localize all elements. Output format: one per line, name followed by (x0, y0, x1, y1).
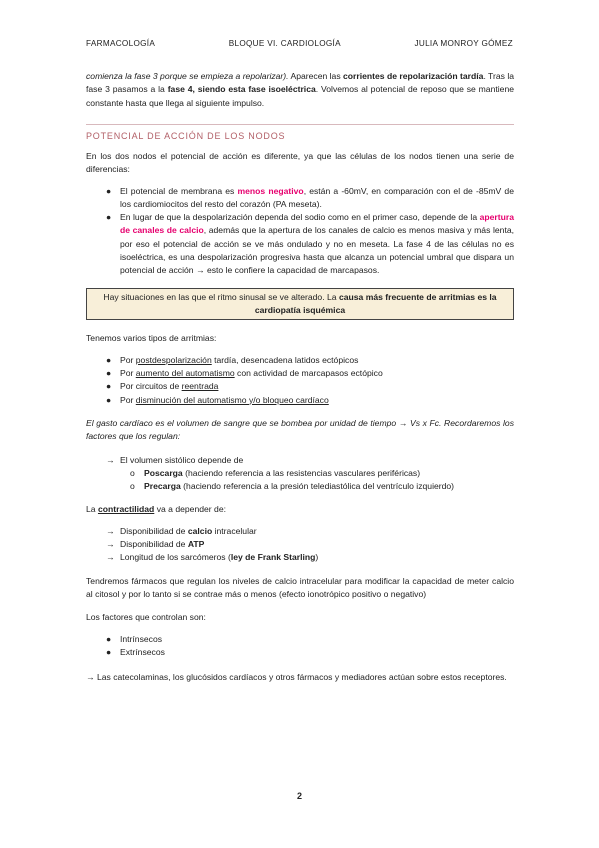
callout-text: Hay situaciones en las que el ritmo sinusal se ve alterado. La (103, 291, 339, 302)
para-text: La (86, 504, 98, 515)
item-text: En lugar de que la despolarización dependa del sodio como en el primer caso, depende de la (120, 212, 480, 223)
list-item (86, 646, 514, 659)
bullet-icon: ● (106, 646, 112, 657)
item-text: Por (120, 394, 136, 405)
bullet-icon: ● (106, 212, 112, 223)
list-item (86, 354, 514, 367)
list-item (86, 211, 514, 278)
intro-text: . Volvemos al potencial de reposo que se mantiene constante hasta que llega al siguiente impulso. (86, 84, 515, 108)
list-item (86, 185, 514, 212)
item-text: Longitud de los sarcómeros ( (120, 552, 231, 563)
contractilidad-list (86, 525, 514, 565)
item-text: (haciendo referencia a las resistencias vasculares periféricas) (182, 467, 421, 478)
arritmias-list (86, 354, 514, 407)
factores-intro: Los factores que controlan son: (86, 612, 206, 623)
item-bold: ley de Frank Starling (230, 552, 316, 563)
volumen-sublist (86, 467, 514, 494)
header-subject: FARMACOLOGÍA (86, 39, 156, 48)
item-bold: calcio (187, 525, 213, 536)
list-item (86, 480, 514, 493)
list-item (86, 367, 514, 380)
highlight-text: apertura de canales de calcio (120, 212, 514, 236)
arrow-icon: → (106, 454, 115, 465)
factores-list (86, 633, 514, 660)
page-header (86, 38, 513, 51)
list-item (86, 394, 514, 407)
item-text: , están a -60mV, en comparación con el de -85mV de los cardiomiocitos del resto del corazón (PA meseta). (120, 185, 514, 209)
bullet-icon: ● (106, 394, 112, 405)
underlined-bold: contractilidad (97, 504, 155, 515)
item-text: Intrínsecos (120, 633, 163, 644)
underlined-text: postdespolarización (135, 354, 212, 365)
circle-icon: o (130, 467, 135, 478)
nodos-intro: En los dos nodos el potencial de acción es diferente, ya que las células de los nodos tienen una serie de diferencias: (86, 150, 514, 175)
item-text: , además que la apertura de los canales de calcio es menos masiva y más lenta, por eso el potencial de acción se ve más ondulado y no en meseta. La fase 4 de las células no es isoeléctrica, es una despolarización progresiva hasta que alcanza un potencial umbral que dispara un potencial de acción → esto le confiere la capacidad de marcapasos. (120, 225, 514, 276)
item-text: (haciendo referencia a la presión telediastólica del ventrículo izquierdo) (180, 481, 455, 492)
intro-text: Aparecen las (288, 71, 344, 81)
contractilidad-paragraph (86, 503, 514, 516)
intro-paragraph (86, 70, 514, 110)
header-author: JULIA MONROY GÓMEZ (414, 39, 513, 48)
arrow-icon: → (106, 552, 115, 563)
bullet-icon: ● (106, 354, 112, 365)
underlined-text: aumento del automatismo (135, 367, 235, 378)
item-text: tardía, desencadena latidos ectópicos (211, 354, 359, 365)
item-bold: ATP (187, 539, 205, 550)
nodos-list (86, 185, 514, 278)
farmacos-paragraph: Tendremos fármacos que regulan los niveles de calcio intracelular para modificar la capacidad de meter calcio al citosol y por lo tanto si se contrae más o menos (efecto ionotrópico positivo o negativo) (86, 575, 514, 599)
list-item (86, 454, 514, 467)
list-item (86, 633, 514, 646)
item-text: Extrínsecos (120, 646, 165, 657)
bullet-icon: ● (106, 185, 112, 196)
list-item (86, 525, 514, 538)
item-text: Disponibilidad de (120, 539, 188, 550)
intro-bold: corrientes de repolarización tardía (343, 71, 484, 81)
bullet-icon: ● (106, 633, 112, 644)
item-text: ) (315, 552, 319, 563)
list-item (86, 467, 514, 480)
intro-text: . Tras la fase 3 pasamos a la (86, 71, 515, 95)
list-item (86, 551, 514, 564)
arrow-icon: → (106, 539, 115, 550)
item-text: Por circuitos de (120, 381, 182, 392)
item-bold: Precarga (144, 481, 181, 492)
item-text: El volumen sistólico depende de (120, 454, 244, 465)
header-block: BLOQUE VI. CARDIOLOGÍA (228, 39, 341, 48)
list-item (86, 538, 514, 551)
item-text: Por (120, 367, 136, 378)
arritmias-intro: Tenemos varios tipos de arritmias: (86, 333, 217, 344)
section-title: POTENCIAL DE ACCIÓN DE LOS NODOS (86, 124, 514, 144)
item-text: con actividad de marcapasos ectópico (234, 367, 383, 378)
item-text: intracelular (212, 525, 257, 536)
item-bold: Poscarga (144, 467, 183, 478)
volumen-list (86, 454, 514, 467)
page-number: 2 (296, 791, 302, 801)
gasto-paragraph: El gasto cardíaco es el volumen de sangre que se bombea por unidad de tiempo → Vs x Fc. Recordaremos los factores que los regulan: (86, 417, 514, 442)
callout-bold: causa más frecuente de arritmias es la cardiopatía isquémica (254, 291, 497, 315)
final-paragraph: → Las catecolaminas, los glucósidos cardíacos y otros fármacos y mediadores actúan sobre estos receptores. (86, 672, 507, 683)
arrow-icon: → (106, 525, 115, 536)
para-text: va a depender de: (154, 504, 226, 515)
intro-italic: comienza la fase 3 porque se empieza a repolarizar). (86, 71, 289, 81)
circle-icon: o (130, 481, 135, 492)
page-content (86, 70, 514, 685)
item-text: Disponibilidad de (120, 525, 188, 536)
underlined-text: disminución del automatismo y/o bloqueo cardíaco (135, 394, 329, 405)
bullet-icon: ● (106, 367, 112, 378)
list-item (86, 380, 514, 393)
highlight-text: menos negativo (237, 185, 304, 196)
item-text: Por (120, 354, 136, 365)
item-text: El potencial de membrana es (120, 185, 238, 196)
underlined-text: reentrada (181, 381, 219, 392)
callout-box (86, 288, 514, 321)
bullet-icon: ● (106, 381, 112, 392)
intro-bold: fase 4, siendo esta fase isoeléctrica (167, 84, 316, 95)
